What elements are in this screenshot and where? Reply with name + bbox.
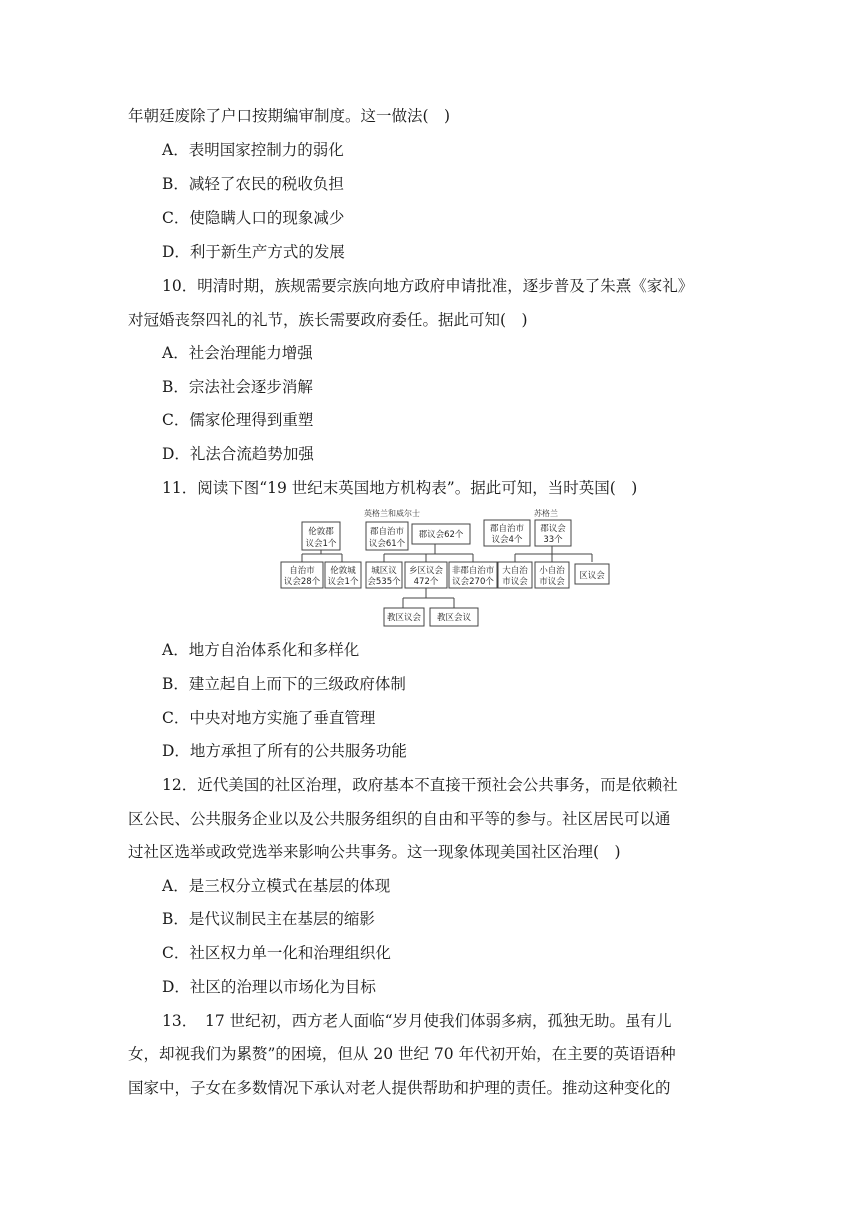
box-scotland-small-burgh [535,562,569,588]
box-urban-district-council [366,562,402,588]
local-institutions-diagram [278,506,618,630]
q12-stem-line2: 区公民、公共服务企业以及公共服务组织的自由和平等的参与。社区居民可以通 [128,810,671,828]
box-county-borough-council [366,522,408,550]
svg-text:小自治: 小自治 [539,566,565,576]
q11-option-b: B．建立起自上而下的三级政府体制 [162,675,406,693]
box-scotland-county-borough [484,520,530,546]
q9-option-b: B．减轻了农民的税收负担 [162,175,344,193]
box-scotland-district-council [575,564,609,584]
q11-option-a: A．地方自治体系化和多样化 [162,641,360,659]
svg-text:教区议会: 教区议会 [386,613,422,623]
q12-stem-line3: 过社区选举或政党选举来影响公共事务。这一现象体现美国社区治理( ) [128,843,621,861]
svg-text:教区会议: 教区会议 [436,613,472,623]
svg-text:伦敦城: 伦敦城 [330,566,356,576]
svg-text:议会61个: 议会61个 [368,539,406,549]
q12-option-a: A．是三权分立模式在基层的体现 [162,877,391,895]
q11-option-d: D．地方承担了所有的公共服务功能 [162,742,407,760]
svg-text:议会1个: 议会1个 [305,539,337,549]
box-city-of-london-council [325,562,361,588]
box-london-county-council [302,522,340,550]
q9-option-a: A．表明国家控制力的弱化 [162,141,344,159]
box-non-county-borough-council [449,562,497,588]
q12-option-b: B．是代议制民主在基层的缩影 [162,910,375,928]
q11-option-c: C．中央对地方实施了垂直管理 [162,709,376,727]
q13-stem-line3: 国家中，子女在多数情况下承认对老人提供帮助和护理的责任。推动这种变化的 [128,1079,671,1097]
svg-text:城区议: 城区议 [371,566,397,576]
box-county-council [412,524,470,544]
svg-text:郡自治市: 郡自治市 [369,527,405,537]
q10-stem-line2: 对冠婚丧祭四礼的礼节，族长需要政府委任。据此可知( ) [128,311,528,329]
q11-stem-line1: 11．阅读下图“19 世纪末英国地方机构表”。据此可知，当时英国( ) [162,479,638,497]
q10-option-d: D．礼法合流趋势加强 [162,445,314,463]
q12-stem-line1: 12．近代美国的社区治理，政府基本不直接干预社会公共事务，而是依赖社 [162,776,678,794]
q9-option-c: C．使隐瞒人口的现象减少 [162,209,345,227]
svg-text:郡议会: 郡议会 [540,524,566,534]
svg-text:郡自治市: 郡自治市 [489,524,525,534]
box-parish-council [384,608,424,626]
q12-option-c: C．社区权力单一化和治理组织化 [162,944,391,962]
svg-text:472个: 472个 [413,577,439,587]
svg-text:议会270个: 议会270个 [452,577,494,587]
svg-text:议会1个: 议会1个 [327,577,359,587]
box-scotland-county-council [535,520,571,546]
svg-text:郡议会62个: 郡议会62个 [418,530,464,540]
diagram-heading-scotland: 苏格兰 [534,509,558,518]
svg-text:议会4个: 议会4个 [491,535,523,545]
box-borough-council [281,562,323,588]
svg-text:自治市: 自治市 [289,566,315,576]
svg-text:市议会: 市议会 [502,577,528,587]
svg-text:市议会: 市议会 [539,577,565,587]
q9-stem-tail: 年朝廷废除了户口按期编审制度。这一做法( ) [128,107,451,125]
svg-text:伦敦郡: 伦敦郡 [308,527,334,537]
svg-text:大自治: 大自治 [502,566,528,576]
box-scotland-large-burgh [498,562,532,588]
q12-option-d: D．社区的治理以市场化为目标 [162,978,376,996]
q9-option-d: D．利于新生产方式的发展 [162,243,345,261]
svg-text:非郡自治市: 非郡自治市 [451,566,495,576]
svg-text:议会28个: 议会28个 [283,577,321,587]
box-parish-meeting [430,608,478,626]
svg-text:乡区议会: 乡区议会 [408,566,444,576]
svg-text:会535个: 会535个 [367,577,401,587]
q13-stem-line2: 女，却视我们为累赘”的困境，但从 20 世纪 70 年代初开始，在主要的英语语种 [128,1045,676,1063]
q10-option-b: B．宗法社会逐步消解 [162,378,313,396]
q10-option-c: C．儒家伦理得到重塑 [162,411,314,429]
diagram-heading-england: 英格兰和威尔士 [364,509,420,518]
q13-stem-line1: 13． 17 世纪初，西方老人面临“岁月使我们体弱多病，孤独无助。虽有儿 [162,1012,672,1030]
svg-text:33个: 33个 [543,535,563,545]
box-rural-district-council [405,562,447,588]
q10-stem-line1: 10．明清时期，族规需要宗族向地方政府申请批准，逐步普及了朱熹《家礼》 [162,277,694,295]
svg-text:区议会: 区议会 [579,571,605,581]
q10-option-a: A．社会治理能力增强 [162,344,313,362]
